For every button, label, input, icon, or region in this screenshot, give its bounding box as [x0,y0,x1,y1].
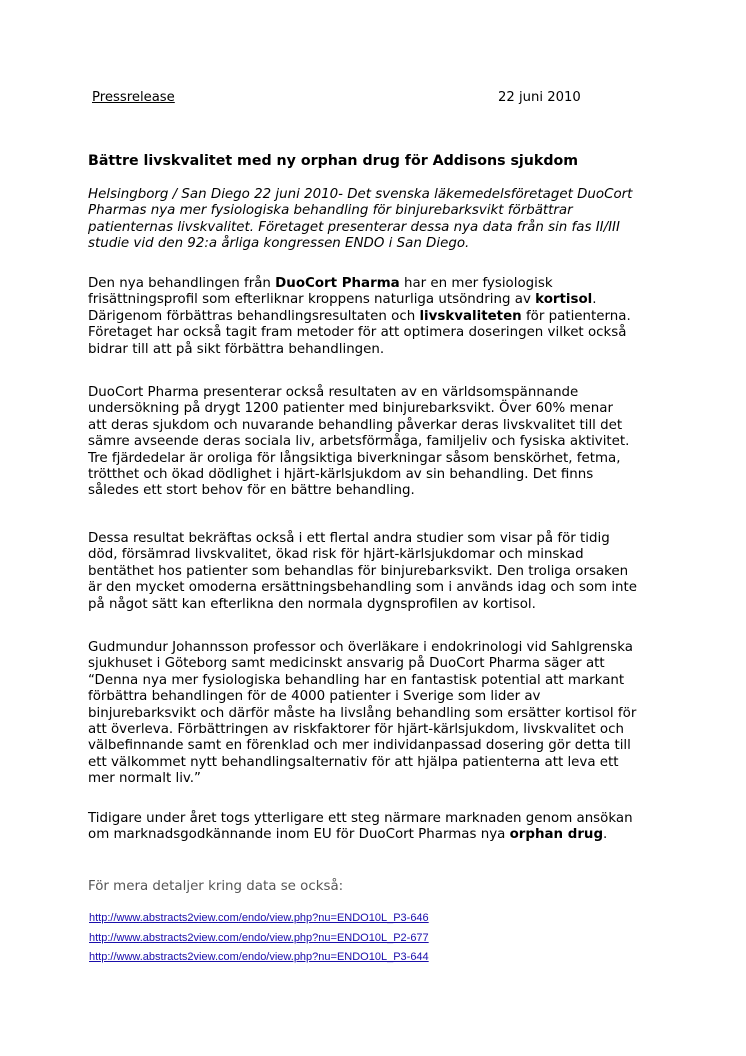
more-info-label: För mera detaljer kring data se också: [88,879,344,894]
paragraph-line: Dessa resultat bekräftas också i ett flertal andra studier som visar på för tidig [88,531,610,546]
paragraph-line: välbefinnande samt en förenklad och mer individanpassad dosering gör detta till [88,738,631,754]
paragraph-line: på något sätt kan efterlikna den normala dygnsprofilen av kortisol. [88,596,536,612]
paragraph-line: sjukhuset i Göteborg samt medicinskt ansvarig på DuoCort Pharma säger att [88,656,605,672]
paragraph-line: bidrar till att på sikt förbättra behandlingen. [88,341,385,357]
paragraph-line: Tre fjärdedelar är oroliga för långsiktiga biverkningar såsom benskörhet, fetma, [88,450,621,466]
intro-line: patienternas livskvalitet. Företaget presenterar dessa nya data från sin fas II/III [88,219,620,235]
paragraph-line: är den mycket omoderna ersättningsbehandling som i används idag och som inte [88,580,638,596]
paragraph-4 [88,640,668,788]
paragraph-line: DuoCort Pharma presenterar också resultaten av en världsomspännande [88,385,579,400]
paragraph-line: Företaget har också tagit fram metoder för att optimera doseringen vilket också [88,325,627,341]
paragraph-line: ett välkommet nytt behandlingsalternativ för att hjälpa patienterna att leva ett [88,754,619,770]
paragraph-line: således ett stort behov för en bättre behandling. [88,483,415,499]
intro-paragraph [88,187,668,253]
paragraph-line: undersökning på drygt 1200 patienter med binjurebarksvikt. Över 60% menar [88,401,613,417]
paragraph-line: bentäthet hos patienter som behandlas för binjurebarksvikt. Den troliga orsaken [88,563,629,579]
paragraph-2 [88,385,668,500]
document-type-label: Pressrelease [92,90,175,105]
paragraph-line: att deras sjukdom och nuvarande behandling påverkar deras livskvalitet till det [88,417,623,433]
paragraph-3 [88,531,668,613]
intro-line: studie vid den 92:a årliga kongressen ENDO i San Diego. [88,236,470,252]
paragraph-line: Gudmundur Johannsson professor och överläkare i endokrinologi vid Sahlgrenska [88,640,634,655]
abstract-link-3[interactable]: http://www.abstracts2view.com/endo/view.php?nu=ENDO10L_P3-644 [89,951,429,963]
paragraph-line: Därigenom förbättras behandlingsresultaten och livskvaliteten för patienterna. [88,308,631,324]
paragraph-line: sämre avseende deras sociala liv, arbetsförmåga, familjeliv och fysiska aktivitet. [88,434,630,450]
paragraph-line: trötthet och ökad dödlighet i hjärt-kärlsjukdom av sin behandling. Det finns [88,467,594,483]
paragraph-line: frisättningsprofil som efterliknar kroppens naturliga utsöndring av kortisol. [88,292,597,308]
intro-line: Pharmas nya mer fysiologiska behandling för binjurebarksvikt förbättrar [88,203,573,219]
intro-line: Helsingborg / San Diego 22 juni 2010- Det svenska läkemedelsföretaget DuoCort [88,187,633,202]
page-title: Bättre livskvalitet med ny orphan drug för Addisons sjukdom [88,153,579,169]
abstract-link-1[interactable]: http://www.abstracts2view.com/endo/view.php?nu=ENDO10L_P3-646 [89,912,429,924]
paragraph-line: Tidigare under året togs ytterligare ett steg närmare marknaden genom ansökan [88,811,633,826]
paragraph-line: “Denna nya mer fysiologiska behandling har en fantastisk potential att markant [88,672,625,688]
paragraph-line: att överleva. Förbättringen av riskfaktorer för hjärt-kärlsjukdom, livskvalitet och [88,722,624,738]
paragraph-line: förbättra behandlingen för de 4000 patienter i Sverige som lider av [88,689,541,705]
paragraph-1 [88,276,668,358]
paragraph-line: om marknadsgodkännande inom EU för DuoCort Pharmas nya orphan drug. [88,827,608,843]
paragraph-line: Den nya behandlingen från DuoCort Pharma har en mer fysiologisk [88,276,553,291]
paragraph-line: binjurebarksvikt och därför måste ha livslång behandling som ersätter kortisol för [88,705,637,721]
abstract-link-2[interactable]: http://www.abstracts2view.com/endo/view.php?nu=ENDO10L_P2-677 [89,932,429,944]
paragraph-5 [88,811,668,844]
release-date: 22 juni 2010 [498,90,581,105]
paragraph-line: mer normalt liv.” [88,771,201,787]
paragraph-line: död, försämrad livskvalitet, ökad risk för hjärt-kärlsjukdomar och minskad [88,547,584,563]
